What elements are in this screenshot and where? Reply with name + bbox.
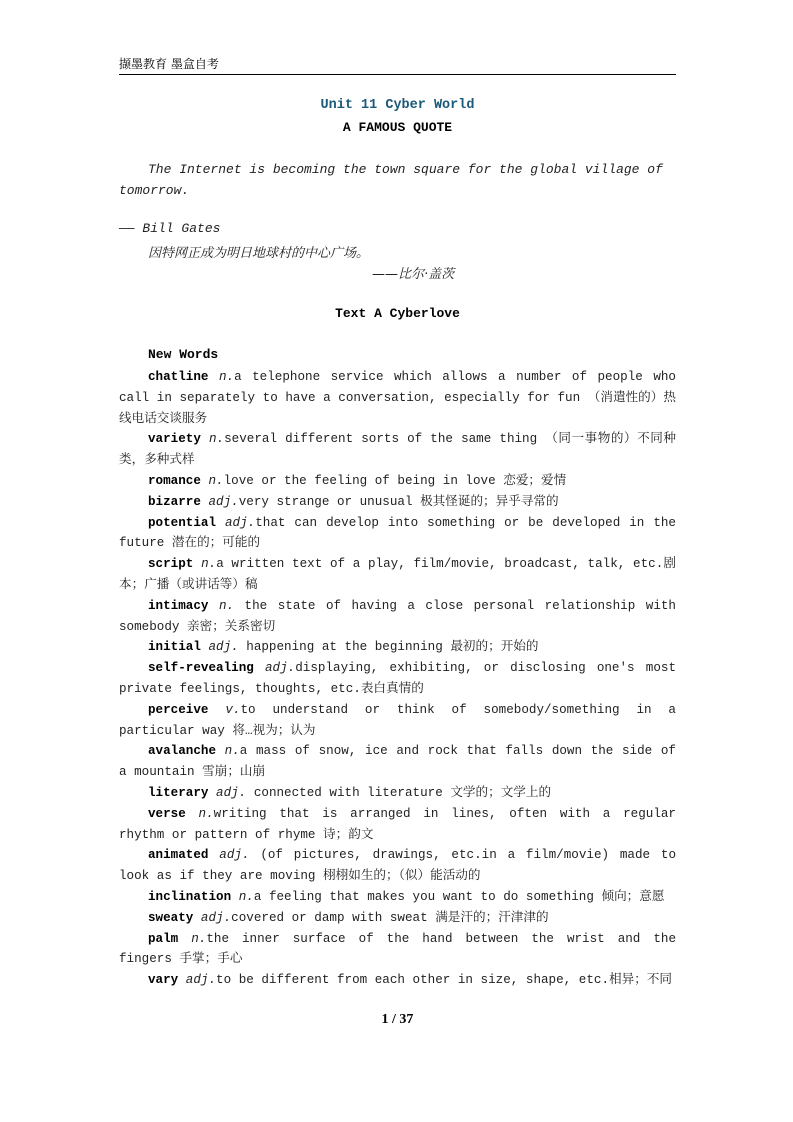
- new-words-label: New Words: [148, 347, 219, 362]
- vocab-definition: (of pictures, drawings, etc.in a film/movie) made to look as if they are moving 栩栩如生的；（似）能活动的: [119, 848, 677, 884]
- quote-chinese: 因特网正成为明日地球村的中心广场。: [148, 246, 370, 261]
- vocab-word: script: [148, 557, 194, 572]
- quote-english: The Internet is becoming the town square for the global village of tomorrow.: [119, 162, 663, 198]
- unit-title: Unit 11 Cyber World: [320, 98, 475, 113]
- vocab-entry: [119, 637, 676, 658]
- vocab-definition: to be different from each other in size, shape, etc.相异；不同: [216, 973, 672, 988]
- vocab-entry: [119, 929, 676, 971]
- vocab-word: bizarre: [148, 494, 201, 509]
- vocab-definition: the state of having a close personal relationship with somebody 亲密；关系密切: [119, 598, 676, 634]
- vocab-definition: love or the feeling of being in love 恋爱；爱情: [223, 473, 567, 488]
- vocab-word: sweaty: [148, 910, 194, 925]
- vocab-pos: n.: [218, 598, 235, 613]
- vocab-definition: connected with literature 文学的；文学上的: [246, 785, 552, 800]
- section-title: Text A Cyberlove: [335, 306, 460, 321]
- vocab-definition: displaying, exhibiting, or disclosing one's most private feelings, thoughts, etc.表白真情的: [119, 661, 676, 696]
- vocab-entry: [119, 700, 676, 742]
- page-number: 1 / 37: [381, 1012, 414, 1027]
- vocab-entry: [119, 908, 676, 929]
- vocab-word: potential: [148, 515, 217, 530]
- vocab-definition: very strange or unusual 极其怪诞的；异乎寻常的: [238, 494, 559, 509]
- vocab-entry: [119, 554, 676, 596]
- vocab-word: variety: [148, 432, 201, 447]
- vocab-pos: adj.: [225, 515, 256, 530]
- vocab-word: initial: [148, 640, 201, 655]
- vocab-pos: n.: [218, 370, 235, 384]
- vocab-entry: [119, 658, 676, 700]
- vocab-word: verse: [148, 806, 186, 821]
- vocab-entry: [119, 471, 676, 492]
- vocab-word: avalanche: [148, 744, 217, 759]
- vocab-word: intimacy: [148, 598, 209, 613]
- vocabulary-list: [119, 367, 676, 991]
- vocab-pos: n.: [224, 744, 240, 759]
- vocab-pos: n.: [209, 432, 225, 447]
- vocab-pos: n.: [201, 557, 217, 572]
- vocab-pos: adj.: [208, 640, 239, 655]
- vocab-definition: a feeling that makes you want to do something 倾向；意愿: [253, 889, 665, 904]
- vocab-definition: the inner surface of the hand between the wrist and the fingers 手掌；手心: [119, 931, 676, 967]
- vocab-definition: to understand or think of somebody/something in a particular way 将…视为；认为: [119, 702, 676, 738]
- vocab-entry: [119, 783, 676, 804]
- vocab-word: inclination: [148, 889, 232, 904]
- vocab-definition: several different sorts of the same thing （同一事物的）不同种类，多种式样: [119, 432, 676, 468]
- vocab-entry: [119, 845, 676, 887]
- vocab-pos: n.: [191, 931, 207, 946]
- vocab-definition: happening at the beginning 最初的；开始的: [238, 640, 539, 655]
- vocab-entry: [119, 596, 676, 638]
- vocab-definition: covered or damp with sweat 满是汗的；汗津津的: [231, 910, 549, 925]
- vocab-word: chatline: [148, 370, 209, 384]
- vocab-word: romance: [148, 473, 201, 488]
- vocab-entry: [119, 513, 676, 555]
- vocab-pos: v.: [225, 702, 241, 717]
- vocab-entry: [119, 804, 676, 846]
- vocab-entry: [119, 887, 676, 908]
- vocab-definition: writing that is arranged in lines, often with a regular rhythm or pattern of rhyme 诗；韵文: [119, 806, 676, 842]
- vocab-pos: n.: [238, 889, 254, 904]
- vocab-word: self-revealing: [148, 661, 254, 676]
- vocab-pos: n.: [208, 473, 224, 488]
- vocab-pos: adj.: [216, 785, 247, 800]
- vocab-entry: [119, 970, 676, 991]
- vocab-word: palm: [148, 931, 179, 946]
- vocab-entry: [119, 492, 676, 513]
- vocab-word: perceive: [148, 702, 209, 717]
- vocab-pos: adj.: [219, 848, 250, 863]
- vocab-definition: a mass of snow, ice and rock that falls down the side of a mountain 雪崩；山崩: [119, 744, 676, 780]
- vocab-entry: [119, 367, 676, 429]
- vocab-word: animated: [148, 848, 209, 863]
- vocab-pos: adj.: [185, 973, 217, 988]
- vocab-pos: n.: [198, 806, 214, 821]
- vocab-word: literary: [148, 785, 209, 800]
- vocab-pos: adj.: [200, 910, 232, 925]
- quote-author: —— Bill Gates: [119, 221, 221, 236]
- vocab-definition: that can develop into something or be developed in the future 潜在的；可能的: [119, 515, 676, 551]
- vocab-definition: a telephone service which allows a number of people who call in separately to have a conversation, especially for fun （消遣性的）热线电话交谈服务: [119, 370, 676, 426]
- vocab-pos: adj.: [264, 661, 296, 676]
- vocab-word: vary: [148, 973, 179, 988]
- vocab-definition: a written text of a play, film/movie, broadcast, talk, etc.剧本；广播（或讲话等）稿: [119, 557, 676, 592]
- quote-heading: A FAMOUS QUOTE: [342, 120, 453, 135]
- vocab-entry: [119, 429, 676, 471]
- vocab-entry: [119, 741, 676, 783]
- page-header: 撷墨教育 墨盒自考: [119, 55, 676, 75]
- quote-chinese-author: ——比尔·盖茨: [372, 267, 455, 282]
- vocab-pos: adj.: [208, 494, 239, 509]
